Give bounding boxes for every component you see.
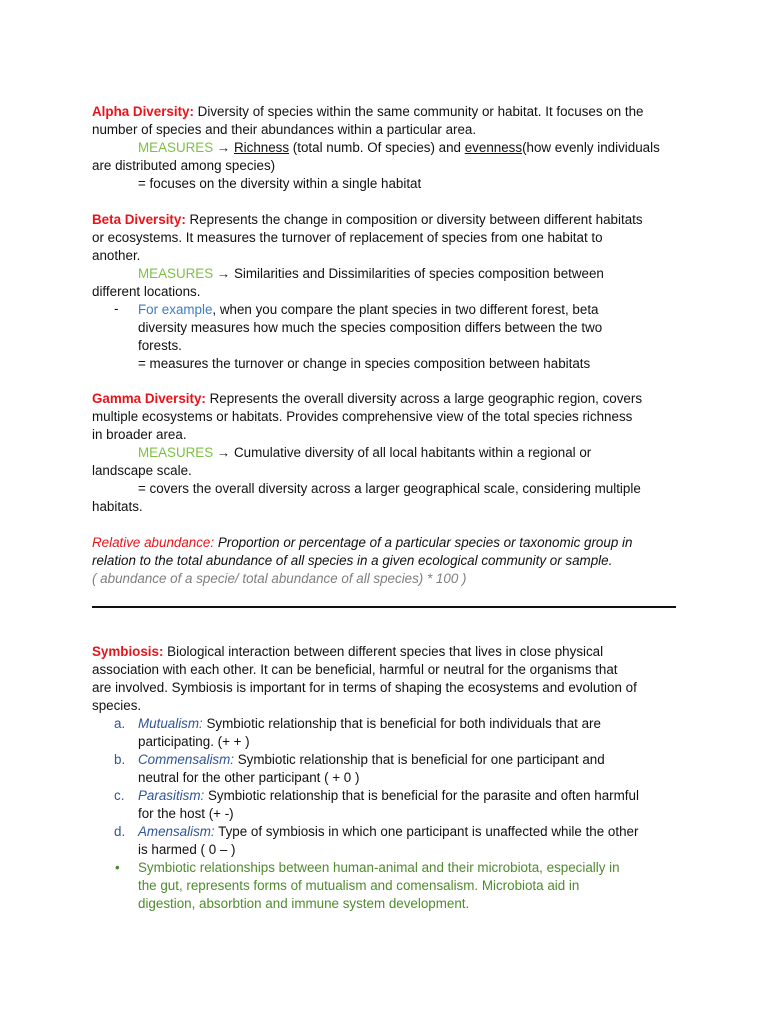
beta-measures: MEASURES → Similarities and Dissimilarities of species composition between bbox=[138, 265, 604, 281]
alpha-term: Alpha Diversity: bbox=[92, 104, 194, 119]
arrow-icon: → bbox=[213, 265, 234, 281]
beta-example-item: - For example, when you compare the plant species in two different forest, beta diversity measures how much the species composition differs between the two forests. = measures the turnover or change in species composition between habitats bbox=[92, 301, 678, 373]
symbiosis-types-list bbox=[92, 715, 678, 913]
relative-abundance-section bbox=[92, 534, 678, 588]
dash-marker: - bbox=[114, 300, 119, 316]
list-item-commensalism: b. Commensalism: Symbiotic relationship that is beneficial for one participant and neutral for the other participant ( + 0 ) bbox=[114, 751, 605, 785]
gamma-note-cont: habitats. bbox=[92, 499, 143, 514]
alpha-definition: Alpha Diversity: Diversity of species within the same community or habitat. It focuses on the bbox=[92, 104, 644, 119]
arrow-icon: → bbox=[213, 445, 234, 460]
alpha-measures-cont: are distributed among species) bbox=[92, 158, 276, 173]
relative-definition: Relative abundance: Proportion or percentage of a particular species or taxonomic group in bbox=[92, 534, 633, 550]
gamma-note: = covers the overall diversity across a larger geographical scale, considering multiple bbox=[138, 481, 641, 496]
gamma-definition: Gamma Diversity: Represents the overall diversity across a large geographic region, covers bbox=[92, 391, 643, 406]
gamma-measures: MEASURES → Cumulative diversity of all local habitants within a regional or bbox=[138, 445, 592, 460]
alpha-measures: MEASURES → Richness (total numb. Of species) and evenness(how evenly individuals bbox=[138, 140, 660, 155]
list-item-parasitism: c. Parasitism: Symbiotic relationship that is beneficial for the parasite and often harmful for the host (+ -) bbox=[114, 787, 639, 821]
gamma-definition-cont: multiple ecosystems or habitats. Provides comprehensive view of the total species richness bbox=[92, 409, 633, 424]
relative-definition-cont: relation to the total abundance of all species in a given ecological community or sample. bbox=[92, 552, 613, 568]
beta-term: Beta Diversity: bbox=[92, 211, 186, 227]
example-label: For example bbox=[138, 301, 213, 317]
relative-formula: ( abundance of a specie/ total abundance of all species) * 100 ) bbox=[92, 570, 467, 586]
beta-definition-cont2: another. bbox=[92, 247, 141, 263]
bullet-icon: • bbox=[115, 859, 120, 875]
symbiosis-section: Symbiosis: Biological interaction between different species that lives in close physical association with each other. It can be beneficial, harmful or neutral for the organisms that are involved. Symbiosis is important for in terms of shaping the ecosystems and evolution of species. a. Mutualism: Symbiotic relationship that is beneficial for both individuals that are participating. (+ + ) b. Commensalism: Symbiotic relationship that is beneficial for one participant and neutral for the other participant ( + 0 ) c. Parasitism: Symbiotic relationship that is beneficial for the parasite and often harmful for the host (+ -) d. Amensalism: Type of symbiosis in which one participant is unaffected while the other is harmed ( 0 – ) • Symbiotic relationships between human-animal and their microbiota, especially in the gut, represents forms of mutualism and comensalism. Microbiota aid in digestion, absorbtion and immune system development. bbox=[92, 643, 678, 913]
beta-measures-cont: different locations. bbox=[92, 283, 201, 299]
symbiosis-definition: Symbiosis: Biological interaction between different species that lives in close physical bbox=[92, 643, 604, 659]
beta-definition-cont: or ecosystems. It measures the turnover of replacement of species from one habitat to bbox=[92, 229, 603, 245]
list-item-amensalism: d. Amensalism: Type of symbiosis in which one participant is unaffected while the other is harmed ( 0 – ) bbox=[114, 823, 639, 857]
gamma-term: Gamma Diversity: bbox=[92, 391, 206, 406]
gamma-measures-cont: landscape scale. bbox=[92, 463, 192, 478]
beta-diversity-section bbox=[92, 211, 678, 373]
beta-note: = measures the turnover or change in species composition between habitats bbox=[138, 355, 591, 371]
list-item-mutualism: a. Mutualism: Symbiotic relationship that is beneficial for both individuals that are participating. (+ + ) bbox=[114, 715, 601, 749]
arrow-icon: → bbox=[213, 140, 234, 155]
list-item-microbiota-note: • Symbiotic relationships between human-animal and their microbiota, especially in the gut, represents forms of mutualism and comensalism. Microbiota aid in digestion, absorbtion and immune system development. bbox=[115, 859, 620, 911]
beta-definition: Beta Diversity: Represents the change in composition or diversity between different habitats bbox=[92, 211, 643, 227]
gamma-diversity-section bbox=[92, 390, 678, 516]
relative-term: Relative abundance: bbox=[92, 534, 215, 550]
alpha-definition-cont: number of species and their abundances within a particular area. bbox=[92, 122, 477, 137]
alpha-diversity-section bbox=[92, 103, 678, 193]
alpha-focus-note: = focuses on the diversity within a single habitat bbox=[138, 176, 422, 191]
symbiosis-term: Symbiosis: bbox=[92, 643, 164, 659]
gamma-definition-cont2: in broader area. bbox=[92, 427, 187, 442]
